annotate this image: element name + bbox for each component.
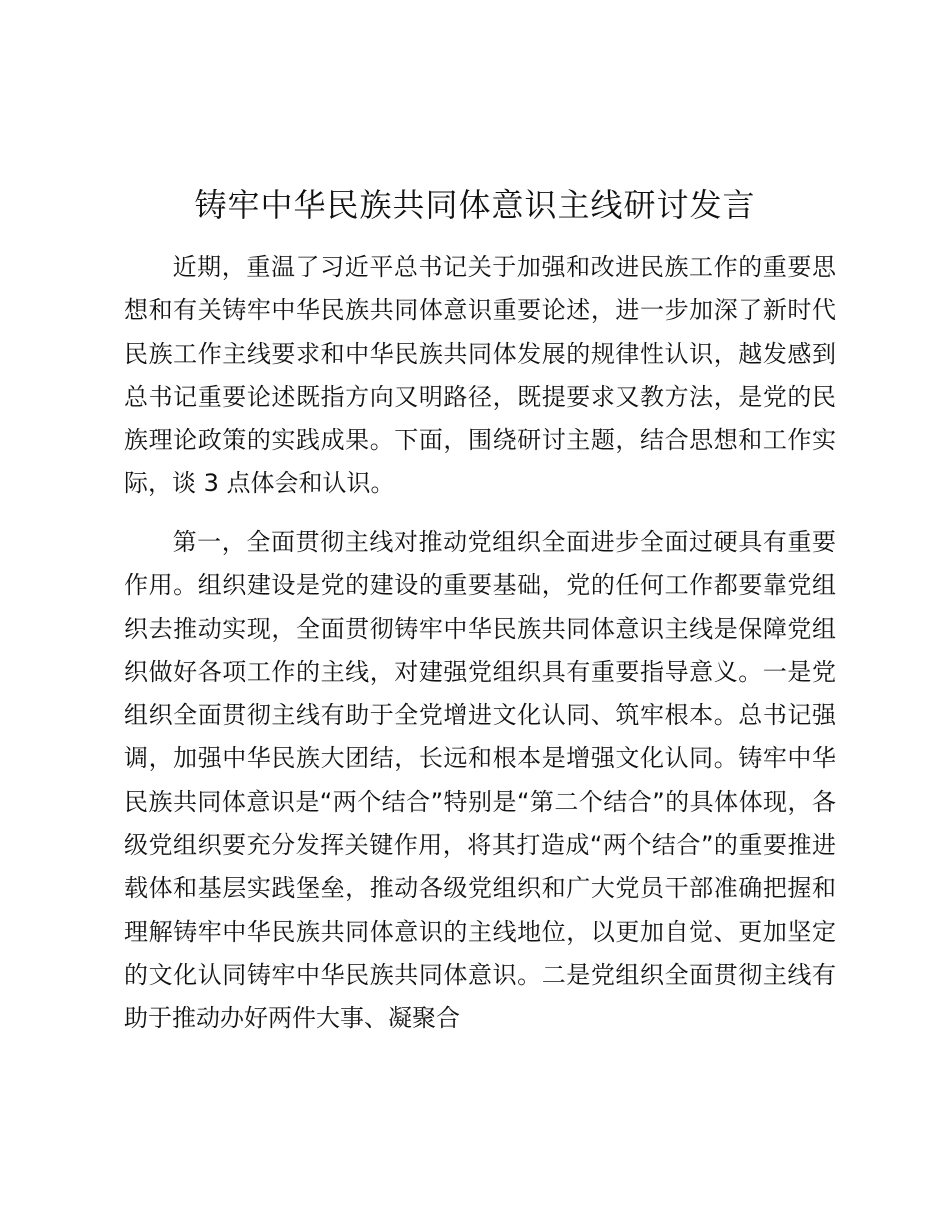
- document-title: 铸牢中华民族共同体意识主线研讨发言: [194, 186, 756, 224]
- paragraph-1-text: 近期，重温了习近平总书记关于加强和改进民族工作的重要思想和有关铸牢中华民族共同体意识重要论述，进一步加深了新时代民族工作主线要求和中华民族共同体发展的规律性认识，越发感到总书记重要论述既指方向又明路径，既提要求又教方法，是党的民族理论政策的实践成果。下面，围绕研讨主题，结合思想和工作实际，谈 3 点体会和认识。: [124, 253, 836, 498]
- paragraph-2: [124, 521, 836, 1041]
- paragraph-2-text: 第一，全面贯彻主线对推动党组织全面进步全面过硬具有重要作用。组织建设是党的建设的重要基础，党的任何工作都要靠党组织去推动实现，全面贯彻铸牢中华民族共同体意识主线是保障党组织做好各项工作的主线，对建强党组织具有重要指导意义。一是党组织全面贯彻主线有助于全党增进文化认同、筑牢根本。总书记强调，加强中华民族大团结，长远和根本是增强文化认同。铸牢中华民族共同体意识是“两个结合”特别是“第二个结合”的具体体现，各级党组织要充分发挥关键作用，将其打造成“两个结合”的重要推进载体和基层实践堡垒，推动各级党组织和广大党员干部准确把握和理解铸牢中华民族共同体意识的主线地位，以更加自觉、更加坚定的文化认同铸牢中华民族共同体意识。二是党组织全面贯彻主线有助于推动办好两件大事、凝聚合: [124, 528, 836, 1033]
- paragraph-1: [124, 246, 836, 506]
